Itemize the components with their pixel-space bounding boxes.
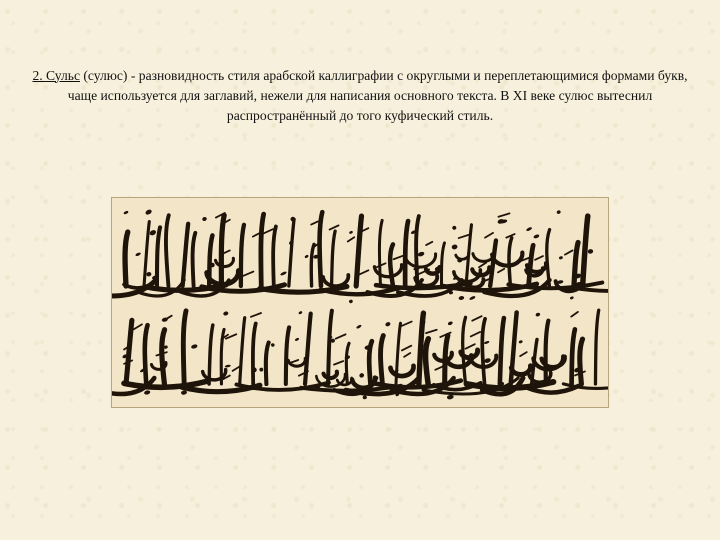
calligraphy-mark — [479, 263, 486, 268]
calligraphy-mark — [404, 353, 410, 357]
calligraphy-stroke — [381, 336, 384, 384]
calligraphy-mark — [401, 322, 411, 327]
calligraphy-dot — [280, 271, 287, 276]
calligraphy-mark — [571, 312, 578, 317]
calligraphy-dot — [223, 311, 229, 316]
calligraphy-stroke — [595, 310, 598, 384]
calligraphy-stroke — [482, 319, 485, 384]
calligraphy-stroke — [442, 243, 445, 286]
calligraphy-mark — [290, 360, 298, 363]
calligraphy-dot — [270, 343, 275, 348]
calligraphy-stroke — [463, 317, 466, 384]
calligraphy-mark — [472, 316, 481, 321]
calligraphy-stroke — [405, 221, 408, 286]
calligraphy-dot — [559, 256, 564, 260]
calligraphy-dot — [146, 271, 152, 277]
calligraphy-mark — [485, 233, 493, 238]
calligraphy-dot — [451, 244, 458, 250]
calligraphy-stroke — [266, 343, 269, 384]
calligraphy-mark — [498, 269, 504, 273]
calligraphy-stroke — [547, 230, 550, 286]
calligraphy-stroke — [346, 343, 349, 384]
calligraphy-mark — [251, 313, 261, 317]
description-text: (сулюс) - разновидность стиля арабской каллиграфии с округлыми и переплетающимися формами букв, чаще используется для заглавий, нежели для написания основного текста. В XI веке сулюс вытеснил распространённый до того куфический стиль. — [67, 67, 688, 123]
calligraphy-mark — [565, 250, 573, 254]
calligraphy-dot — [417, 251, 425, 257]
calligraphy-dot — [144, 390, 151, 395]
calligraphy-mark — [402, 346, 411, 351]
calligraphy-stroke — [289, 219, 294, 286]
calligraphy-stroke — [390, 366, 413, 376]
calligraphy-mark — [498, 213, 509, 216]
calligraphy-mark — [264, 229, 273, 233]
calligraphy-mark — [134, 324, 142, 329]
calligraphy-stroke — [332, 231, 336, 286]
calligraphy-mark — [253, 233, 260, 236]
calligraphy-stroke — [183, 224, 189, 286]
calligraphy-mark — [466, 344, 475, 348]
calligraphy-dot — [225, 364, 231, 368]
calligraphy-dot — [304, 254, 309, 258]
calligraphy-mark — [311, 221, 318, 224]
calligraphy-dot — [359, 372, 365, 378]
calligraphy-dot — [294, 337, 299, 341]
calligraphy-stroke — [574, 243, 578, 286]
calligraphy-dot — [259, 367, 263, 371]
calligraphy-stroke — [273, 227, 276, 286]
calligraphy-dot — [556, 210, 561, 215]
calligraphy-stroke — [580, 339, 583, 384]
calligraphy-dot — [348, 299, 353, 304]
calligraphy-dot — [533, 234, 540, 239]
calligraphy-dot — [484, 340, 490, 344]
calligraphy-stroke — [253, 324, 256, 384]
calligraphy-dot — [447, 321, 453, 326]
calligraphy-stroke — [193, 233, 196, 286]
term-sulus: 2. Сульс — [32, 67, 80, 83]
calligraphy-dot — [458, 295, 464, 300]
calligraphy-stroke — [311, 244, 314, 286]
calligraphy-stroke — [546, 321, 549, 384]
calligraphy-mark — [520, 352, 527, 356]
calligraphy-stroke — [145, 325, 148, 384]
calligraphy-mark — [459, 235, 469, 238]
calligraphy-mark — [330, 225, 339, 229]
calligraphy-stroke — [166, 215, 169, 286]
calligraphy-stroke — [529, 245, 534, 286]
calligraphy-mark — [243, 272, 253, 276]
calligraphy-stroke — [320, 212, 323, 286]
calligraphy-stroke — [305, 314, 311, 384]
calligraphy-dot — [526, 226, 533, 231]
calligraphy-stroke — [323, 275, 348, 286]
calligraphy-stroke — [328, 311, 332, 384]
calligraphy-dot — [349, 230, 354, 234]
calligraphy-dot — [145, 209, 153, 216]
calligraphy-dot — [135, 252, 141, 257]
calligraphy-stroke — [456, 253, 469, 259]
calligraphy-stroke — [261, 214, 264, 286]
calligraphy-stroke — [209, 325, 213, 384]
calligraphy-dot — [149, 229, 157, 236]
calligraphy-stroke — [286, 327, 289, 384]
calligraphy-dot — [518, 340, 523, 344]
calligraphy-stroke — [509, 238, 512, 286]
calligraphy-dot — [570, 296, 575, 300]
description-paragraph — [20, 66, 700, 126]
calligraphy-mark — [336, 334, 346, 338]
calligraphy-dot — [452, 225, 457, 230]
calligraphy-mark — [348, 237, 355, 241]
calligraphy-stroke — [126, 320, 132, 384]
calligraphy-stroke — [216, 258, 234, 266]
calligraphy-stroke — [390, 244, 393, 286]
calligraphy-mark — [535, 256, 543, 260]
calligraphy-stroke — [221, 215, 224, 286]
calligraphy-dot — [202, 216, 208, 221]
calligraphy-stroke — [416, 216, 419, 286]
calligraphy-stroke — [183, 311, 186, 384]
calligraphy-stroke — [240, 318, 245, 384]
calligraphy-image — [111, 197, 609, 408]
calligraphy-mark — [471, 332, 480, 337]
calligraphy-stroke — [162, 330, 165, 384]
calligraphy-dot — [385, 321, 391, 327]
calligraphy-dot — [123, 210, 129, 214]
calligraphy-stroke — [500, 318, 504, 384]
calligraphy-dot — [298, 311, 303, 315]
calligraphy-mark — [394, 256, 403, 259]
calligraphy-mark — [334, 361, 343, 365]
calligraphy-stroke — [583, 216, 588, 286]
calligraphy-dot — [535, 312, 541, 317]
calligraphy-dot — [469, 295, 476, 300]
calligraphy-mark — [426, 242, 432, 245]
calligraphy-stroke — [241, 225, 244, 286]
calligraphy-mark — [426, 330, 437, 333]
calligraphy-dot — [356, 324, 362, 329]
calligraphy-stroke — [125, 232, 128, 286]
calligraphy-dot — [587, 249, 593, 254]
calligraphy-drawing — [112, 198, 608, 407]
calligraphy-dot — [191, 344, 198, 350]
calligraphy-stroke — [426, 339, 429, 384]
